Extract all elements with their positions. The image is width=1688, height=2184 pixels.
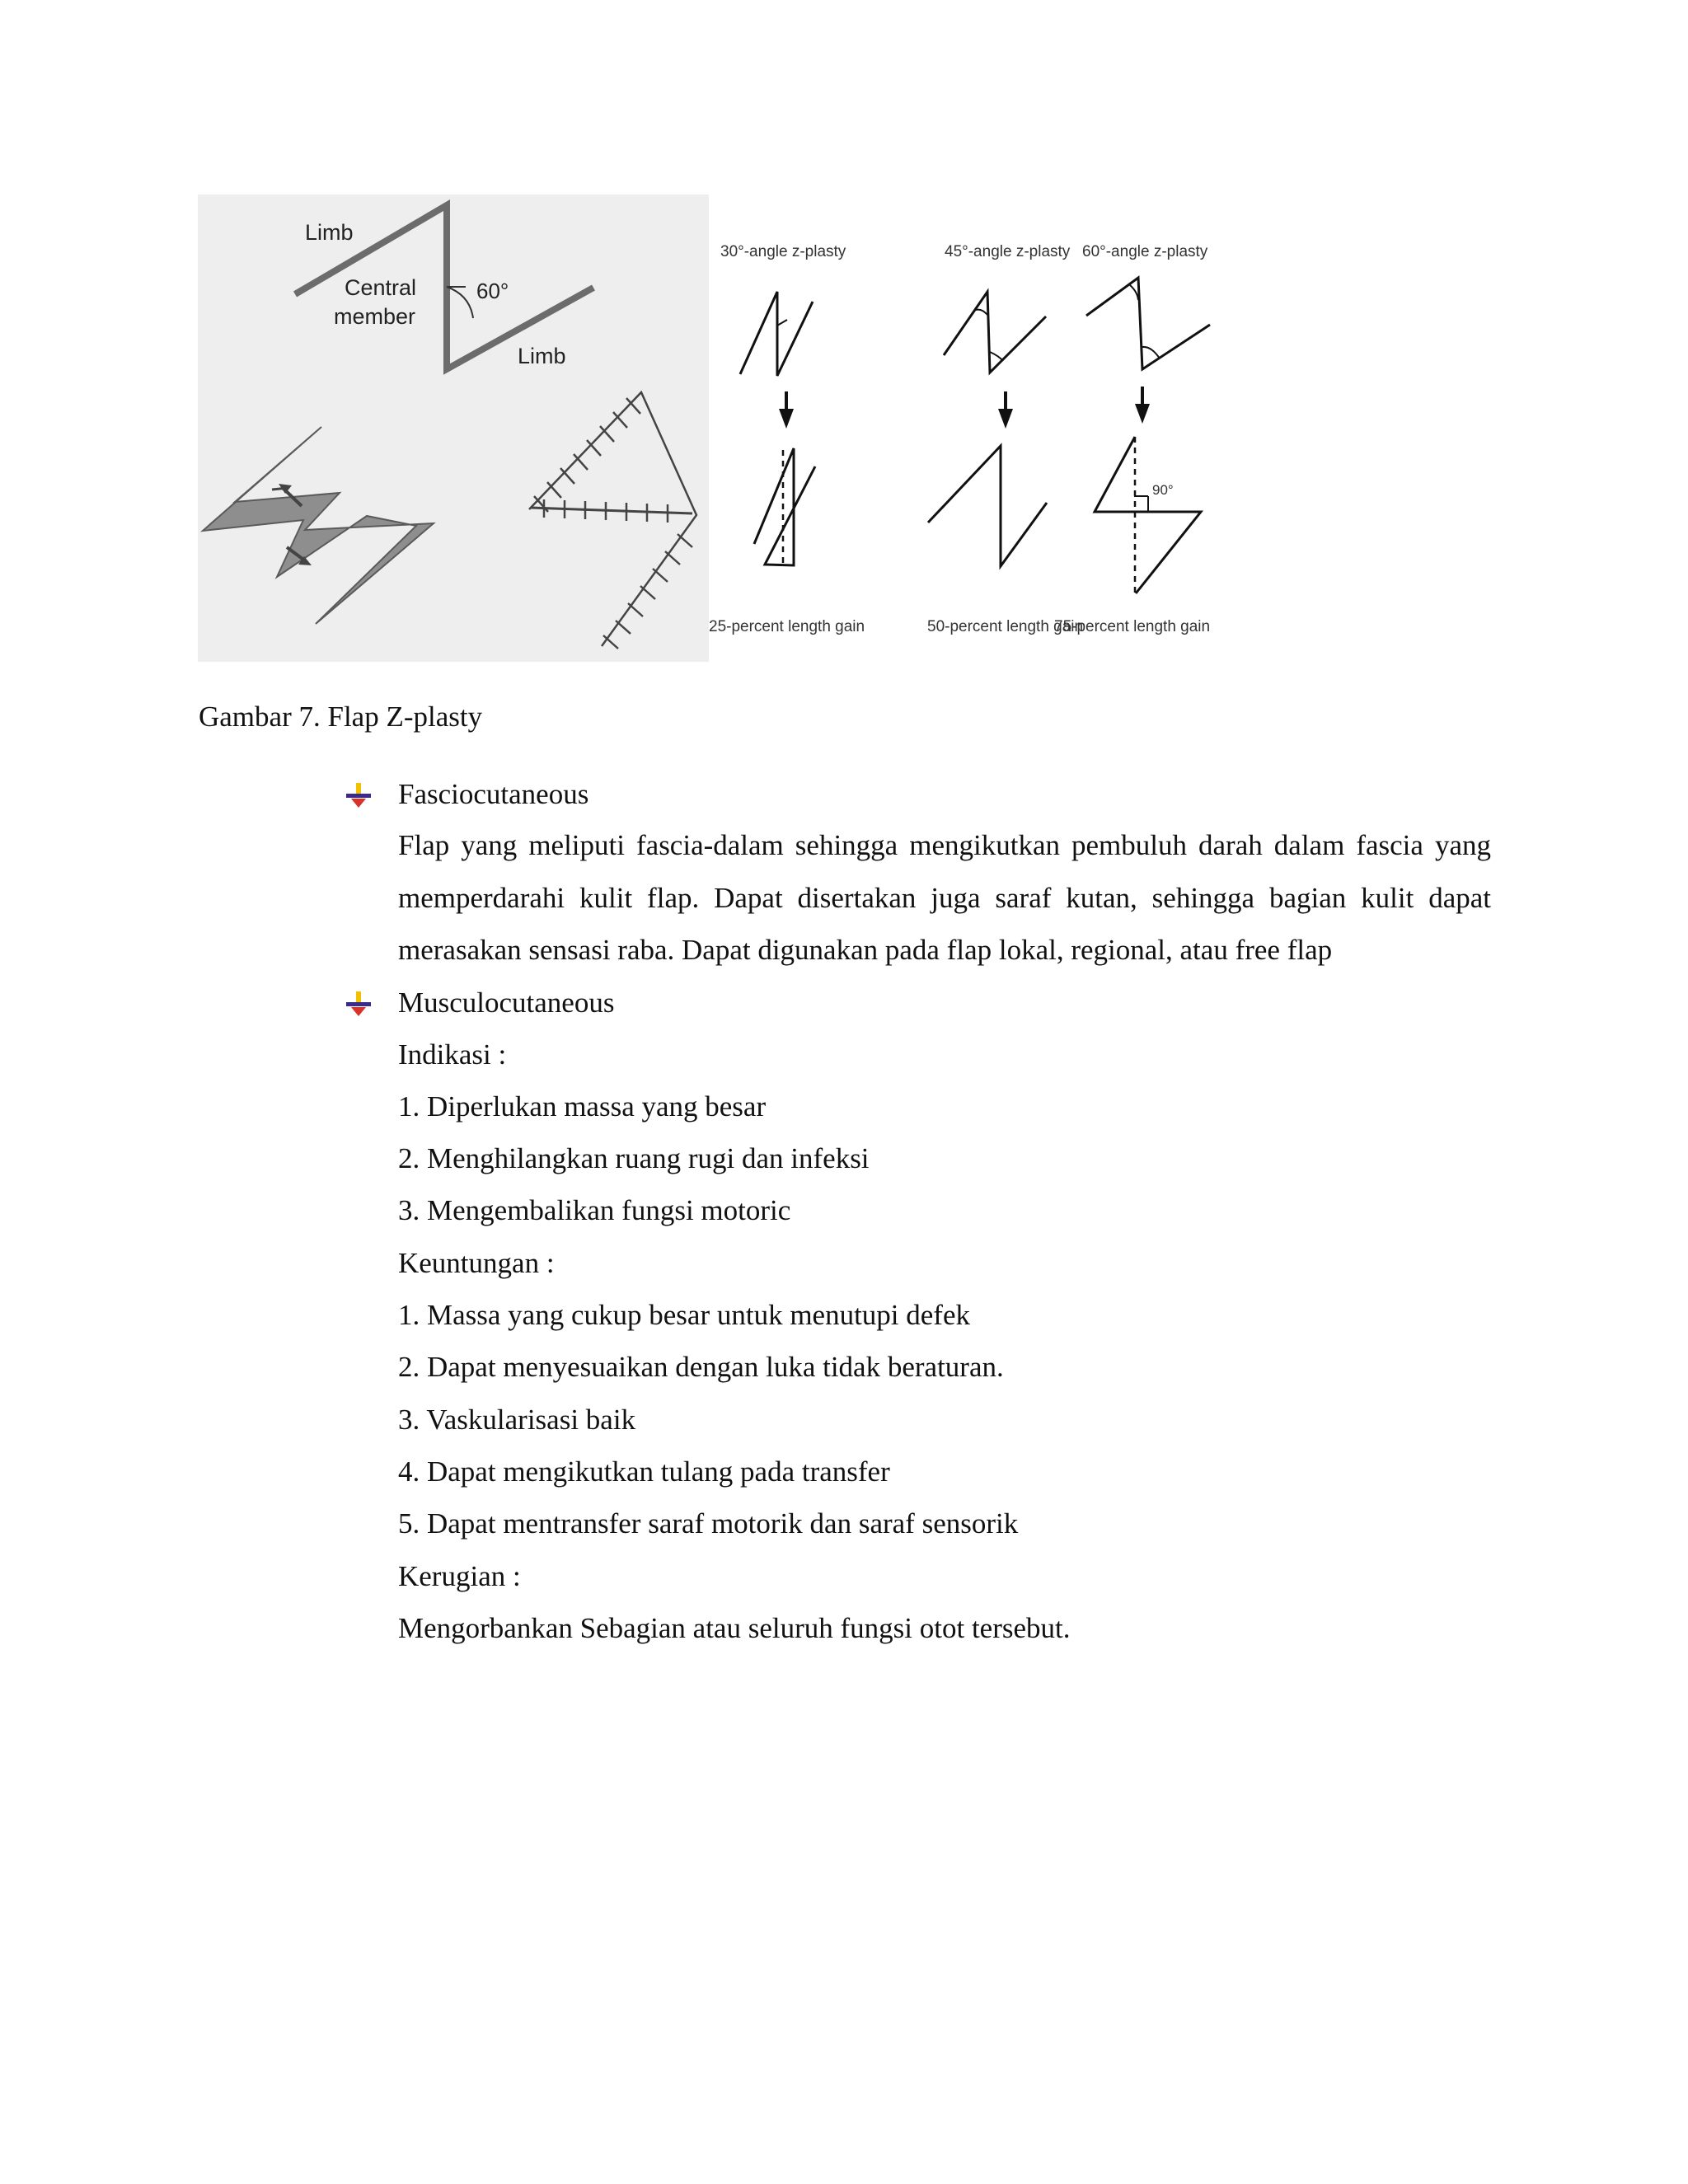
indikasi-label: Indikasi : [398, 1038, 507, 1071]
panel-60-title: 60°-angle z-plasty [1082, 243, 1208, 260]
z-plasty-angle-panels [709, 194, 1376, 662]
central-member-label-1: Central [345, 275, 417, 300]
panel-30-title: 30°-angle z-plasty [720, 243, 846, 260]
sutured-z-plasty [529, 392, 696, 649]
keuntungan-item: 5. Dapat mentransfer saraf motorik dan saraf sensorik [398, 1507, 1019, 1540]
keuntungan-item: 3. Vaskularisasi baik [398, 1404, 636, 1436]
z-plasty-anatomy-panel [198, 194, 709, 662]
fasciocutaneous-paragraph: Flap yang meliputi fascia-dalam sehingga mengikutkan pembuluh darah dalam fascia yang memperdarahi kulit flap. Dapat disertakan juga saraf kutan, sehingga bagian kulit dapat merasakan sensasi raba. Dapat digunakan pada flap lokal, regional, atau free flap [398, 829, 1491, 966]
panel-60-gain: 75-percent length gain [1054, 618, 1211, 635]
panel-45-gain: 50-percent length gain [927, 618, 1084, 635]
indikasi-item: 2. Menghilangkan ruang rugi dan infeksi [398, 1142, 870, 1174]
z-plasty-anatomy-drawing [198, 194, 709, 662]
fasciocutaneous-title: Fasciocutaneous [398, 778, 589, 810]
keuntungan-item: 2. Dapat menyesuaikan dengan luka tidak beraturan. [398, 1351, 1004, 1383]
transposed-flap-shape [203, 427, 434, 624]
angle-90-label: 90° [1152, 482, 1174, 498]
figure-caption: Gambar 7. Flap Z-plasty [199, 701, 483, 733]
bullet-musculocutaneous [345, 983, 1498, 1023]
limb-top-label: Limb [305, 220, 354, 245]
limb-bottom-label: Limb [518, 344, 566, 368]
keuntungan-item: 4. Dapat mengikutkan tulang pada transfer [398, 1455, 890, 1488]
indikasi-item: 1. Diperlukan massa yang besar [398, 1090, 767, 1122]
bullet-fasciocutaneous [345, 775, 1498, 814]
kerugian-label: Kerugian : [398, 1560, 521, 1592]
keuntungan-item: 1. Massa yang cukup besar untuk menutupi defek [398, 1299, 971, 1331]
arrow-bullet-icon [345, 990, 373, 1018]
arrow-bullet-icon [345, 781, 373, 809]
kerugian-text: Mengorbankan Sebagian atau seluruh fungsi otot tersebut. [398, 1612, 1071, 1644]
musculocutaneous-title: Musculocutaneous [398, 987, 615, 1019]
panel-30-gain: 25-percent length gain [709, 618, 865, 635]
keuntungan-label: Keuntungan : [398, 1247, 555, 1279]
central-member-label-2: member [334, 304, 416, 329]
panel-45-title: 45°-angle z-plasty [945, 243, 1071, 260]
angle-60-label: 60° [476, 279, 509, 303]
z-plasty-angles-drawing [709, 194, 1376, 662]
indikasi-item: 3. Mengembalikan fungsi motoric [398, 1194, 791, 1226]
z-plasty-figure [198, 194, 1376, 662]
